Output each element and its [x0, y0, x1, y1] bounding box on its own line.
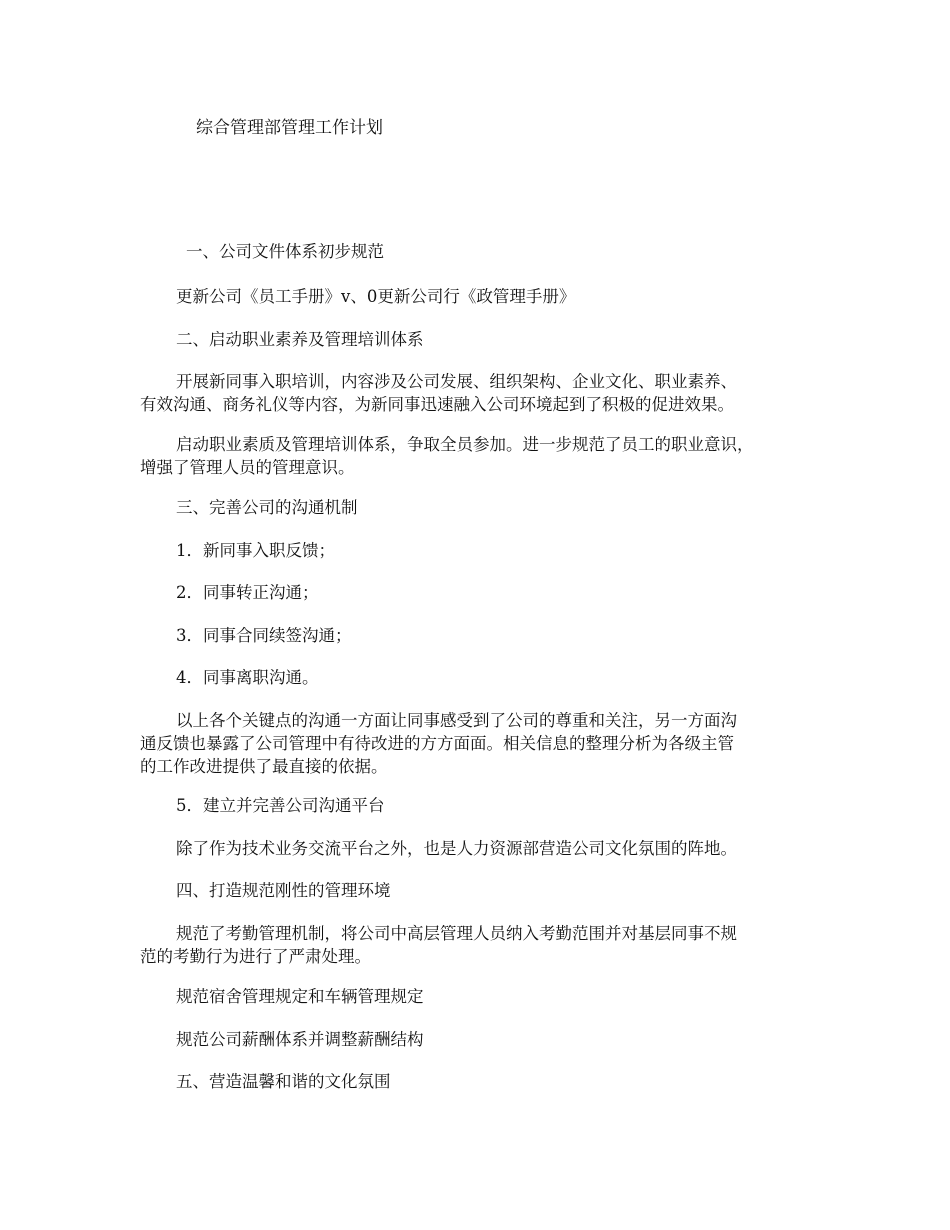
section-2-heading: 二、启动职业素养及管理培训体系: [176, 330, 424, 349]
section-4-heading: 四、打造规范刚性的管理环境: [176, 881, 391, 900]
list-item: 5．建立并完善公司沟通平台: [176, 796, 385, 815]
paragraph-line: 有效沟通、商务礼仪等内容，为新同事迅速融入公司环境起到了积极的促进效果。: [140, 395, 734, 414]
list-item: 3．同事合同续签沟通；: [176, 626, 352, 645]
section-4-paragraph-1: [140, 922, 830, 968]
paragraph-line: 规范了考勤管理机制，将公司中高层管理人员纳入考勤范围并对基层同事不规: [176, 924, 737, 943]
section-2-paragraph-2: [140, 433, 830, 479]
list-item: 4．同事离职沟通。: [176, 668, 319, 687]
section-2-paragraph-1: [140, 370, 830, 416]
section-4-paragraph-2: 规范宿舍管理规定和车辆管理规定: [176, 987, 424, 1006]
section-1-heading: 一、公司文件体系初步规范: [186, 242, 384, 261]
paragraph-line: 以上各个关键点的沟通一方面让同事感受到了公司的尊重和关注，另一方面沟: [176, 711, 737, 730]
section-5-heading: 五、营造温馨和谐的文化氛围: [176, 1072, 391, 1091]
section-3-heading: 三、完善公司的沟通机制: [176, 498, 358, 517]
paragraph-line: 范的考勤行为进行了严肃处理。: [140, 947, 371, 966]
paragraph-line: 的工作改进提供了最直接的依据。: [140, 757, 388, 776]
list-item: 1．新同事入职反馈；: [176, 541, 335, 560]
section-1-paragraph: 更新公司《员工手册》v、0更新公司行《政管理手册》: [176, 287, 576, 306]
section-3-paragraph-1: [140, 709, 830, 778]
paragraph-line: 开展新同事入职培训，内容涉及公司发展、组织架构、企业文化、职业素养、: [176, 372, 737, 391]
list-item: 2．同事转正沟通；: [176, 583, 319, 602]
paragraph-line: 增强了管理人员的管理意识。: [140, 458, 355, 477]
section-3-paragraph-2: 除了作为技术业务交流平台之外，也是人力资源部营造公司文化氛围的阵地。: [176, 839, 737, 858]
document-title: 综合管理部管理工作计划: [196, 118, 383, 138]
paragraph-line: 通反馈也暴露了公司管理中有待改进的方方面面。相关信息的整理分析为各级主管: [140, 734, 734, 753]
section-4-paragraph-3: 规范公司薪酬体系并调整薪酬结构: [176, 1030, 424, 1049]
paragraph-line: 启动职业素质及管理培训体系，争取全员参加。进一步规范了员工的职业意识，: [176, 435, 754, 454]
